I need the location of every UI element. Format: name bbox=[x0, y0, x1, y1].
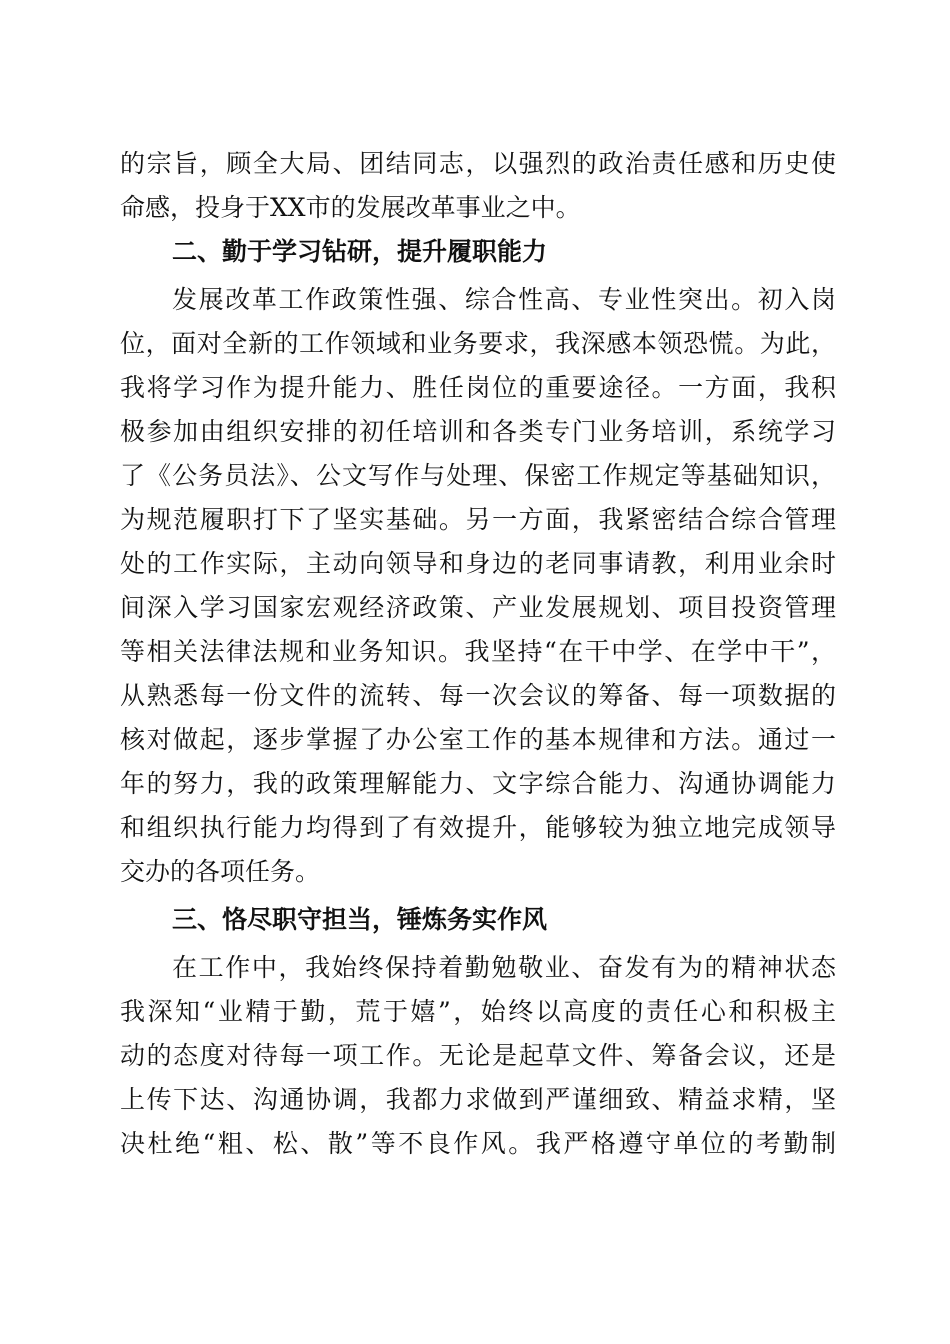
paragraph-1-line-2: 命感，投身于XX市的发展改革事业之中。 bbox=[120, 193, 581, 222]
paragraph-2-line-10: 从熟悉每一份文件的流转、每一次会议的筹备、每一项数据的 bbox=[120, 681, 836, 710]
paragraph-1-line-1: 的宗旨，顾全大局、团结同志，以强烈的政治责任感和历史使 bbox=[120, 149, 836, 178]
paragraph-2-line-7: 处的工作实际，主动向领导和身边的老同事请教，利用业余时 bbox=[120, 549, 836, 578]
paragraph-3-line-3: 动的态度对待每一项工作。无论是起草文件、筹备会议，还是 bbox=[120, 1041, 836, 1070]
paragraph-2-line-8: 间深入学习国家宏观经济政策、产业发展规划、项目投资管理 bbox=[120, 593, 836, 622]
paragraph-2-line-6: 为规范履职打下了坚实基础。另一方面，我紧密结合综合管理 bbox=[120, 505, 836, 534]
paragraph-2-line-2: 位，面对全新的工作领域和业务要求，我深感本领恐慌。为此， bbox=[120, 329, 836, 358]
paragraph-2-line-9: 等相关法律法规和业务知识。我坚持“在干中学、在学中干”， bbox=[120, 637, 836, 666]
paragraph-3-line-1: 在工作中，我始终保持着勤勉敬业、奋发有为的精神状态 bbox=[172, 953, 836, 982]
paragraph-3-line-5: 决杜绝“粗、松、散”等不良作风。我严格遵守单位的考勤制 bbox=[120, 1129, 836, 1158]
paragraph-2-line-13: 和组织执行能力均得到了有效提升，能够较为独立地完成领导 bbox=[120, 813, 836, 842]
paragraph-2-line-1: 发展改革工作政策性强、综合性高、专业性突出。初入岗 bbox=[172, 285, 836, 314]
paragraph-2-line-4: 极参加由组织安排的初任培训和各类专门业务培训，系统学习 bbox=[120, 417, 836, 446]
paragraph-3-line-2: 我深知“业精于勤，荒于嬉”，始终以高度的责任心和积极主 bbox=[120, 997, 836, 1026]
paragraph-2-line-12: 年的努力，我的政策理解能力、文字综合能力、沟通协调能力 bbox=[120, 769, 836, 798]
section-heading-3: 三、恪尽职守担当，锤炼务实作风 bbox=[172, 905, 548, 934]
paragraph-2-line-5: 了《公务员法》、公文写作与处理、保密工作规定等基础知识， bbox=[120, 461, 836, 490]
paragraph-3-line-4: 上传下达、沟通协调，我都力求做到严谨细致、精益求精，坚 bbox=[120, 1085, 836, 1114]
paragraph-2-line-14: 交办的各项任务。 bbox=[120, 857, 321, 886]
paragraph-2-line-11: 核对做起，逐步掌握了办公室工作的基本规律和方法。通过一 bbox=[120, 725, 836, 754]
section-heading-2: 二、勤于学习钻研，提升履职能力 bbox=[172, 237, 548, 266]
paragraph-2-line-3: 我将学习作为提升能力、胜任岗位的重要途径。一方面，我积 bbox=[120, 373, 836, 402]
